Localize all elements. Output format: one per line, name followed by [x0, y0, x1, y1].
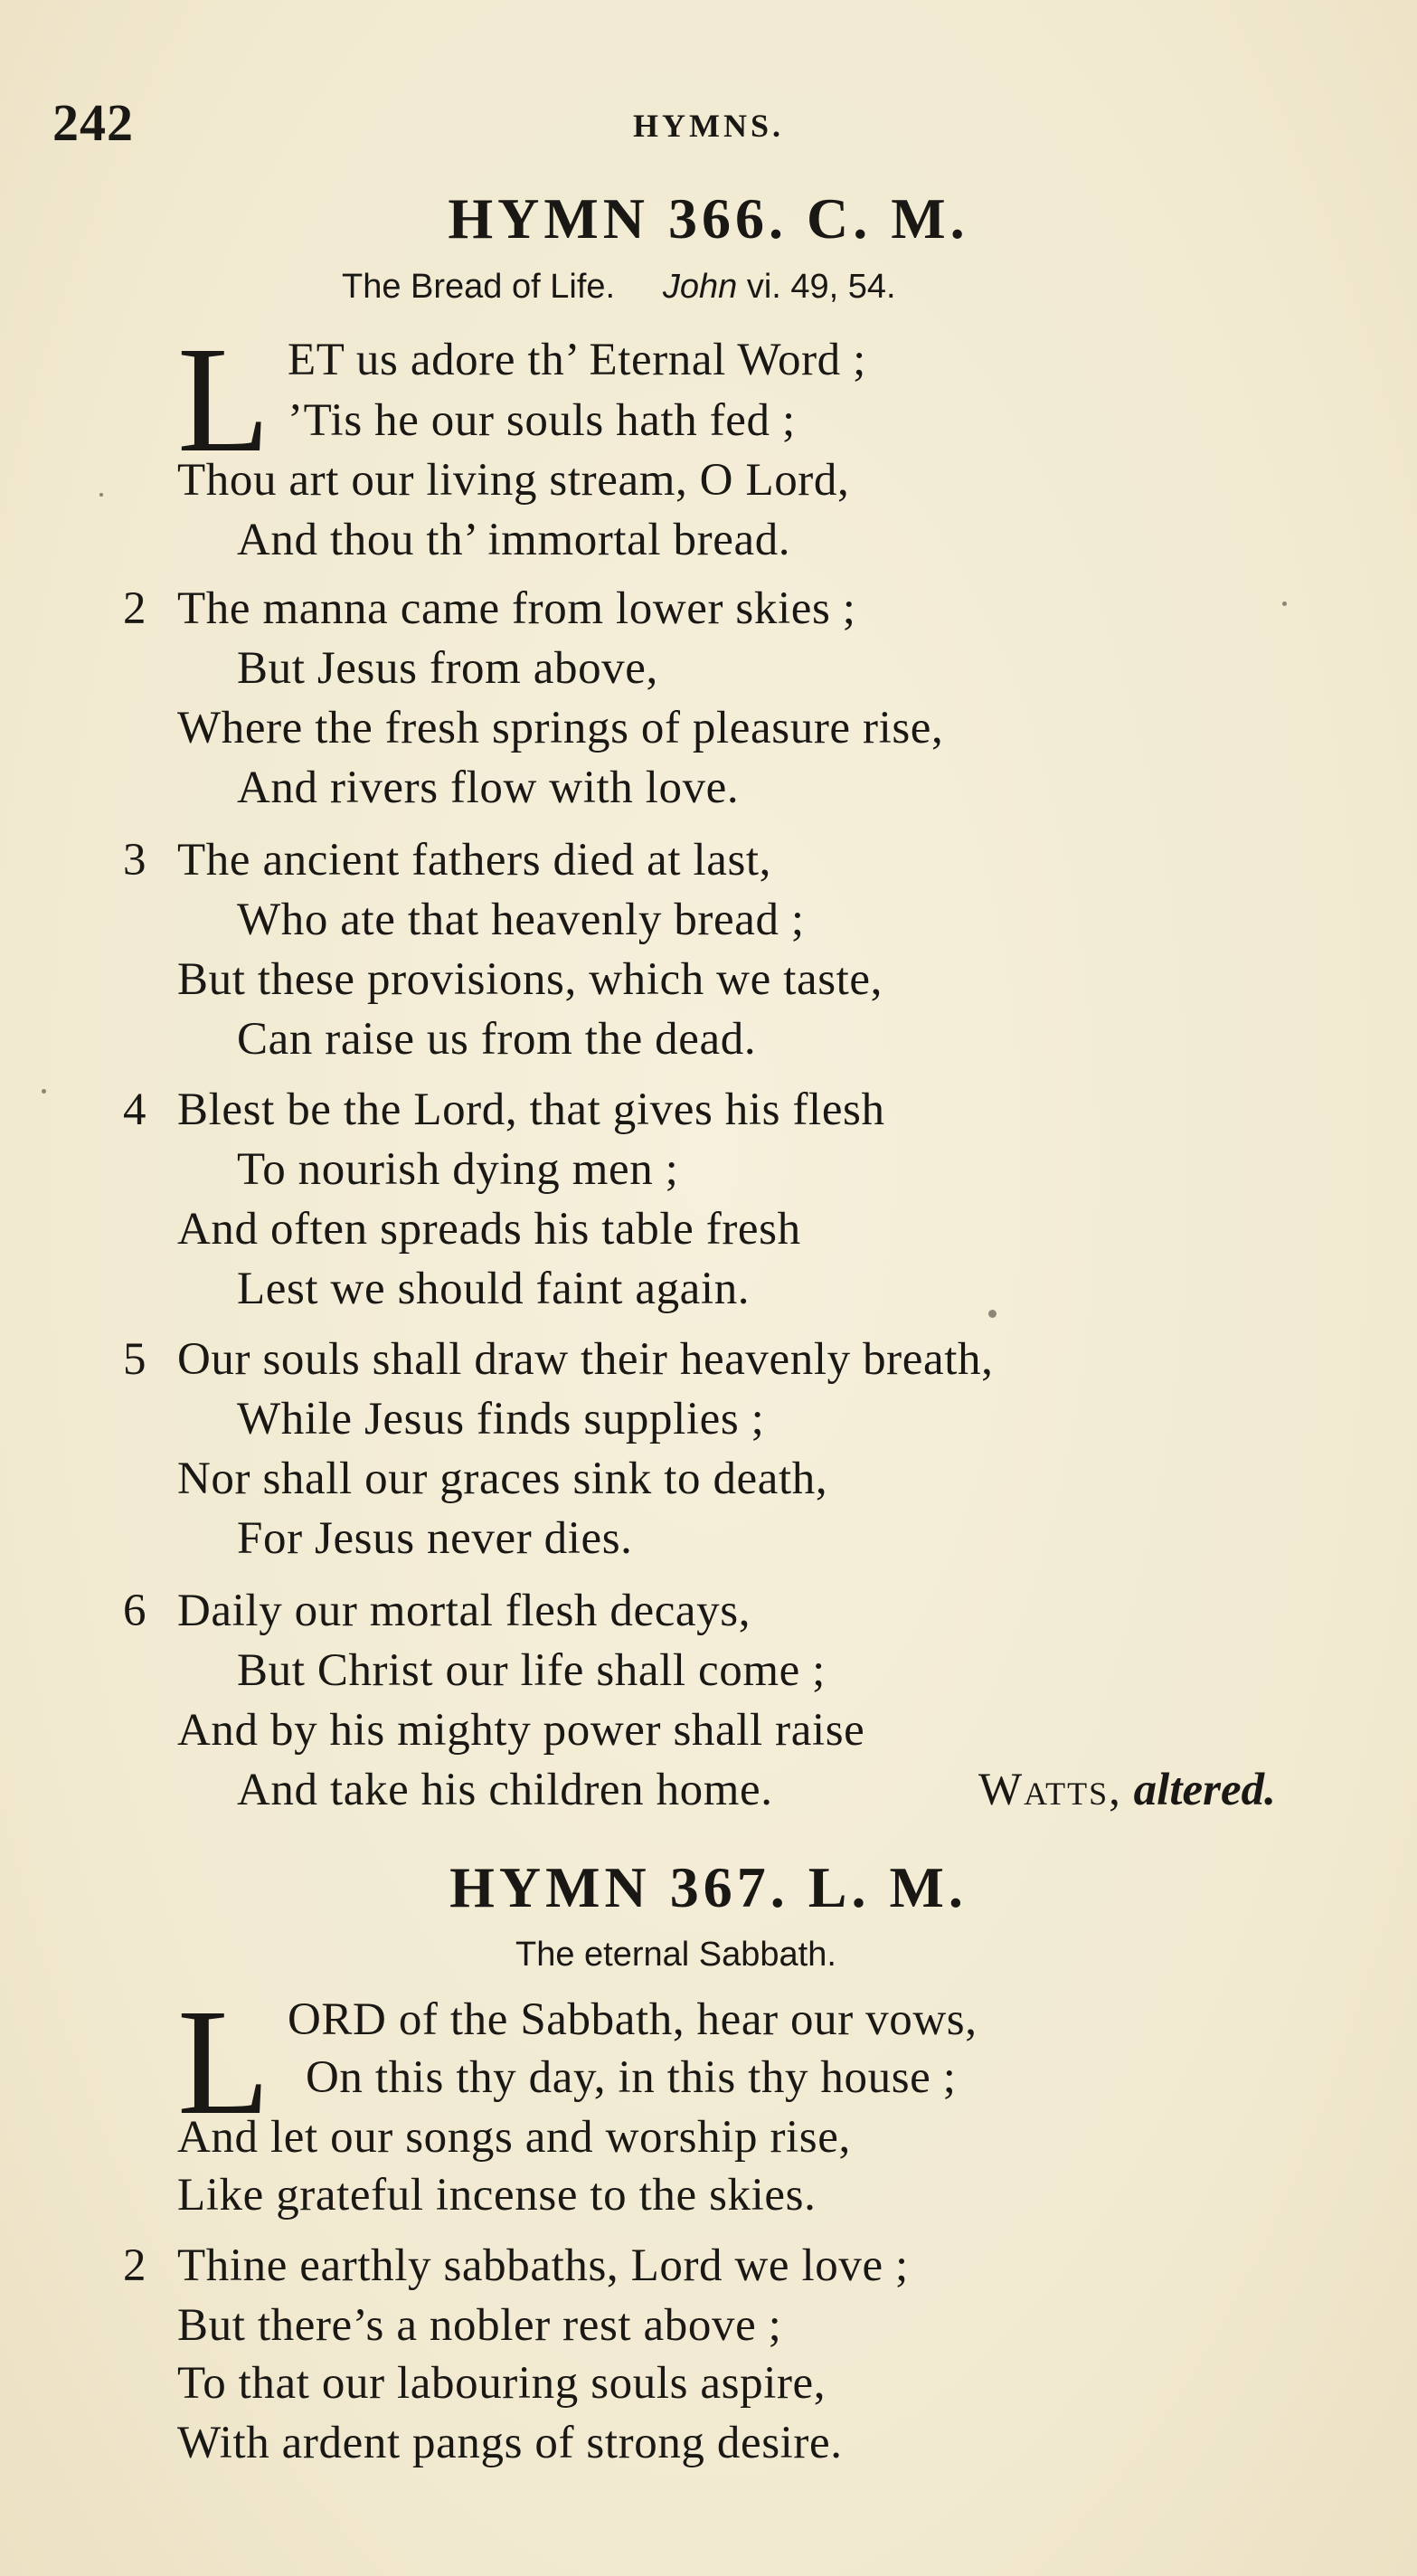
- hymn-366-s6-line3: And by his mighty power shall raise: [177, 1705, 865, 1756]
- hymn-366-s6-line1: Daily our mortal flesh decays,: [177, 1586, 751, 1636]
- hymn-366-s6-line4: And take his children home.: [237, 1765, 773, 1815]
- hymn-366-s2-line4: And rivers flow with love.: [237, 762, 740, 813]
- page-number: 242: [52, 93, 134, 152]
- running-title: HYMNS.: [633, 108, 784, 144]
- hymn-366-s3-line2: Who ate that heavenly bread ;: [237, 895, 805, 945]
- hymn-366-s4-line1: Blest be the Lord, that gives his flesh: [177, 1084, 885, 1135]
- hymn-366-s2-line3: Where the fresh springs of pleasure rise,: [177, 703, 944, 753]
- print-speck: [99, 493, 103, 497]
- hymn-366-s5-line1: Our souls shall draw their heavenly breath,: [177, 1334, 994, 1385]
- hymn-367-s2-line1: Thine earthly sabbaths, Lord we love ;: [177, 2240, 909, 2291]
- hymn-366-s1-line3: Thou art our living stream, O Lord,: [177, 455, 850, 506]
- hymn-366-s5-line3: Nor shall our graces sink to death,: [177, 1454, 828, 1504]
- hymn-367-s2-line3: To that our labouring souls aspire,: [177, 2358, 827, 2409]
- hymn-367-s1-line1: ORD of the Sabbath, hear our vows,: [288, 1994, 978, 2045]
- print-speck: [42, 1089, 46, 1094]
- print-speck: [1282, 601, 1287, 606]
- hymn-366-s6-number: 6: [123, 1586, 146, 1636]
- hymn-366-s6-line2: But Christ our life shall come ;: [237, 1645, 826, 1696]
- hymn-366-s3-number: 3: [123, 835, 146, 886]
- hymn-366-subtitle-ref-book: John: [662, 268, 738, 306]
- hymn-367-s1-line2: On this thy day, in this thy house ;: [306, 2052, 957, 2103]
- hymn-366-subtitle-ref-rest: vi. 49, 54.: [746, 268, 896, 306]
- hymn-366-s3-line3: But these provisions, which we taste,: [177, 954, 883, 1005]
- hymn-366-s2-line2: But Jesus from above,: [237, 643, 658, 694]
- hymn-366-s4-line2: To nourish dying men ;: [237, 1144, 679, 1195]
- hymn-367-title: HYMN 367. L. M.: [449, 1855, 968, 1919]
- hymn-366-s4-line4: Lest we should faint again.: [237, 1264, 751, 1314]
- hymn-366-s1-line4: And thou th’ immortal bread.: [237, 515, 791, 565]
- hymn-366-drop-cap: L: [177, 316, 270, 484]
- hymn-366-s5-number: 5: [123, 1334, 146, 1385]
- hymn-366-s2-number: 2: [123, 583, 146, 634]
- hymn-366-s2-line1: The manna came from lower skies ;: [177, 583, 856, 634]
- hymn-366-subtitle: [342, 268, 896, 307]
- hymn-366-s5-line2: While Jesus finds supplies ;: [237, 1394, 765, 1444]
- hymn-367-s1-line3: And let our songs and worship rise,: [177, 2112, 851, 2163]
- hymn-366-alteration-note: altered.: [1133, 1765, 1276, 1815]
- hymn-367-s2-line2: But there’s a nobler rest above ;: [177, 2300, 782, 2351]
- hymn-366-s3-line4: Can raise us from the dead.: [237, 1014, 757, 1065]
- hymn-366-s1-line2: ’Tis he our souls hath fed ;: [288, 395, 796, 446]
- hymn-367-s2-line4: With ardent pangs of strong desire.: [177, 2418, 843, 2468]
- hymn-367-s1-line4: Like grateful incense to the skies.: [177, 2170, 817, 2221]
- running-head: [52, 92, 1365, 156]
- hymn-367-subtitle: The eternal Sabbath.: [515, 1936, 836, 1974]
- hymn-366-author: Watts,: [978, 1765, 1122, 1815]
- hymn-366-title: HYMN 366. C. M.: [448, 186, 969, 251]
- hymn-367-s2-number: 2: [123, 2240, 146, 2291]
- hymn-366-s4-number: 4: [123, 1084, 146, 1135]
- hymn-366-attribution: [978, 1767, 1276, 1814]
- hymn-366-subtitle-text: The Bread of Life.: [342, 268, 616, 306]
- hymn-366-s1-line1: ET us adore th’ Eternal Word ;: [288, 335, 866, 385]
- hymn-366-s5-line4: For Jesus never dies.: [237, 1513, 633, 1564]
- print-speck: [988, 1310, 997, 1318]
- hymn-366-s4-line3: And often spreads his table fresh: [177, 1204, 801, 1255]
- hymn-366-s3-line1: The ancient fathers died at last,: [177, 835, 772, 886]
- hymn-367-drop-cap: L: [177, 1978, 270, 2146]
